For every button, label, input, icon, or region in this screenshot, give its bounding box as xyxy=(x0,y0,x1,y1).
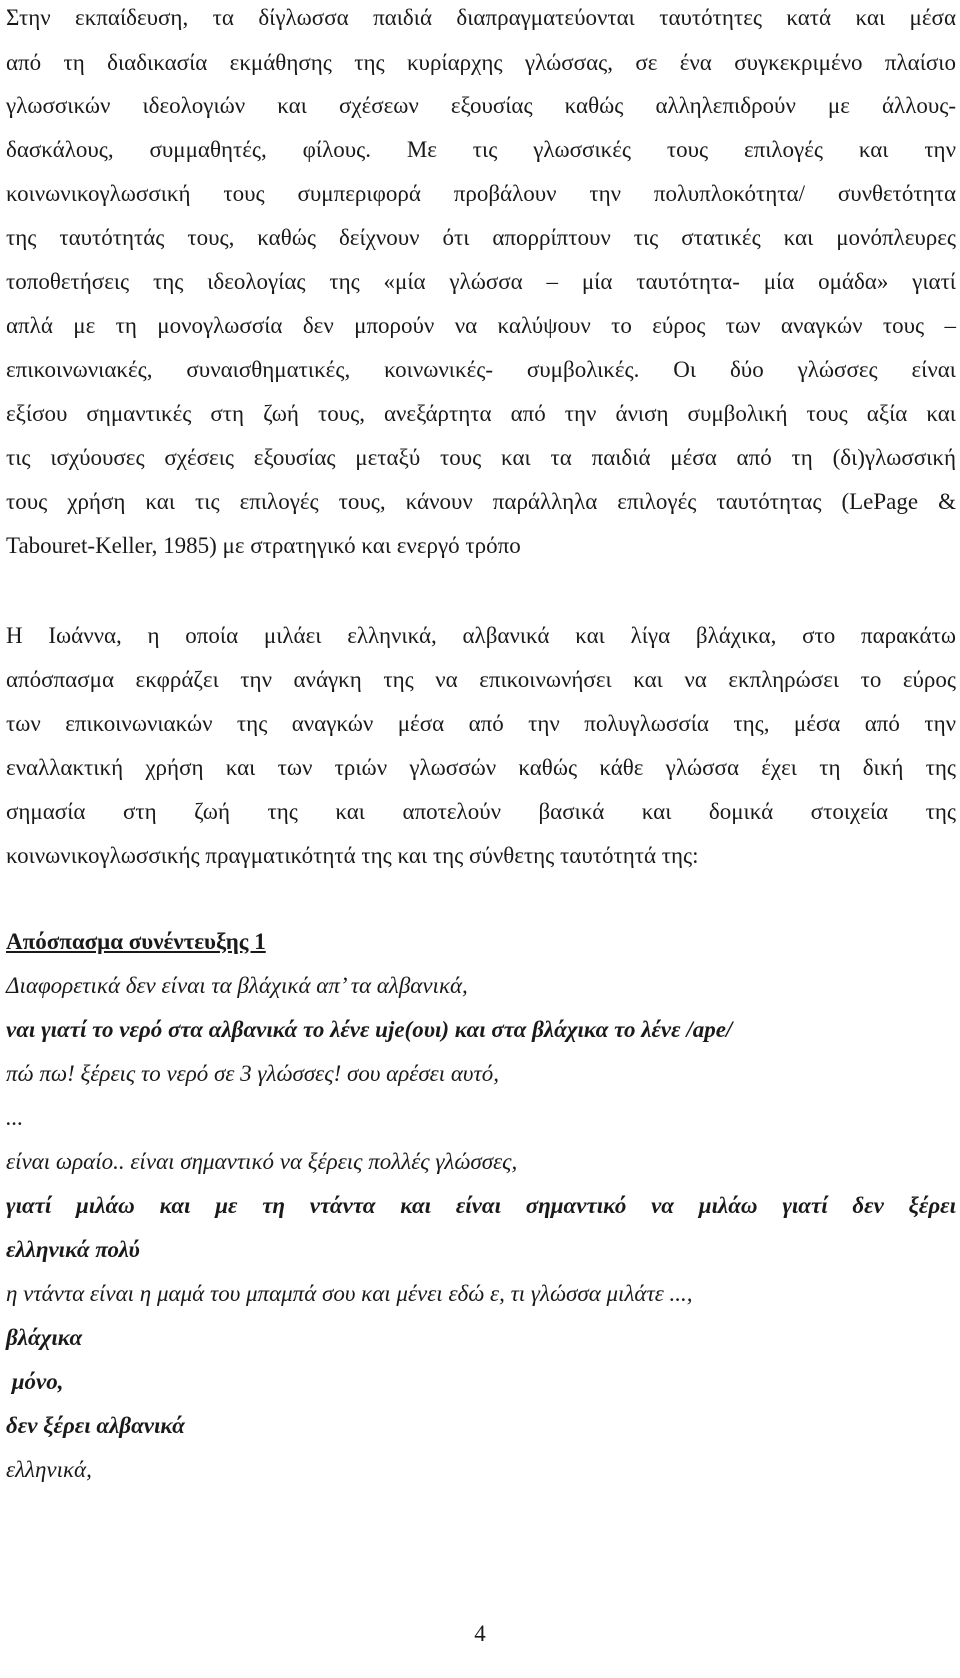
paragraph1-line: γλωσσικών ιδεολογιών και σχέσεων εξουσίας καθώς αλληλεπιδρούν με άλλους- xyxy=(6,93,956,118)
paragraph1-line: της ταυτότητάς τους, καθώς δείχνουν ότι απορρίπτουν τις στατικές και μονόπλευρες xyxy=(6,225,956,250)
excerpt-line: η ντάντα είναι η μαμά του μπαμπά σου και μένει εδώ ε, τι γλώσσα μιλάτε ..., xyxy=(6,1281,693,1306)
paragraph1-line: τοποθετήσεις της ιδεολογίας της «μία γλώσσα – μία ταυτότητα- μία ομάδα» γιατί xyxy=(6,269,956,294)
paragraph1-line: από τη διαδικασία εκμάθησης της κυρίαρχης γλώσσας, σε ένα συγκεκριμένο πλαίσιο xyxy=(6,50,956,75)
paragraph1-line: απλά με τη μονογλωσσία δεν μπορούν να καλύψουν το εύρος των αναγκών τους – xyxy=(6,313,956,338)
excerpt-line: ελληνικά πολύ xyxy=(6,1237,140,1262)
paragraph2-line: κοινωνικογλωσσικής πραγματικότητά της και της σύνθετης ταυτότητά της: xyxy=(6,843,699,868)
excerpt-heading: Απόσπασμα συνέντευξης 1 xyxy=(6,929,266,954)
excerpt-line: δεν ξέρει αλβανικά xyxy=(6,1413,185,1438)
paragraph2-line: σημασία στη ζωή της και αποτελούν βασικά και δομικά στοιχεία της xyxy=(6,799,956,824)
excerpt-line: βλάχικα xyxy=(6,1325,83,1350)
paragraph1-line: δασκάλους, συμμαθητές, φίλους. Με τις γλωσσικές τους επιλογές και την xyxy=(6,137,956,162)
excerpt-line: ναι γιατί το νερό στα αλβανικά το λένε uje(ουι) και στα βλάχικα το λένε /ape/ xyxy=(6,1017,733,1042)
paragraph2-line: απόσπασμα εκφράζει την ανάγκη της να επικοινωνήσει και να εκπληρώσει το εύρος xyxy=(6,667,956,692)
paragraph2-line: εναλλακτική χρήση και των τριών γλωσσών καθώς κάθε γλώσσα έχει τη δική της xyxy=(6,755,956,780)
excerpt-line: πώ πω! ξέρεις το νερό σε 3 γλώσσες! σου αρέσει αυτό, xyxy=(6,1061,499,1086)
page-number: 4 xyxy=(474,1621,486,1646)
paragraph1-line: Tabouret-Keller, 1985) με στρατηγικό και ενεργό τρόπο xyxy=(6,533,521,558)
paragraph1-line: Στην εκπαίδευση, τα δίγλωσσα παιδιά διαπραγματεύονται ταυτότητες κατά και μέσα xyxy=(6,5,956,30)
excerpt-line: ελληνικά, xyxy=(6,1457,92,1482)
excerpt-line: Διαφορετικά δεν είναι τα βλάχικά απ’ τα αλβανικά, xyxy=(6,973,468,998)
paragraph1-line: επικοινωνιακές, συναισθηματικές, κοινωνικές- συμβολικές. Οι δύο γλώσσες είναι xyxy=(6,357,956,382)
paragraph1-line: εξίσου σημαντικές στη ζωή τους, ανεξάρτητα από την άνιση συμβολική τους αξία και xyxy=(6,401,956,426)
paragraph1-line: κοινωνικογλωσσική τους συμπεριφορά προβάλουν την πολυπλοκότητα/ συνθετότητα xyxy=(6,181,956,206)
paragraph2-line: Η Ιωάννα, η οποία μιλάει ελληνικά, αλβανικά και λίγα βλάχικα, στο παρακάτω xyxy=(6,623,956,648)
excerpt-line: μόνο, xyxy=(6,1369,64,1394)
paragraph2-line: των επικοινωνιακών της αναγκών μέσα από την πολυγλωσσία της, μέσα από την xyxy=(6,711,956,736)
excerpt-line: είναι ωραίο.. είναι σημαντικό να ξέρεις πολλές γλώσσες, xyxy=(6,1149,518,1174)
paragraph1-line: τις ισχύουσες σχέσεις εξουσίας μεταξύ τους και τα παιδιά μέσα από τη (δι)γλωσσική xyxy=(6,445,956,470)
excerpt-line: ... xyxy=(6,1105,24,1130)
excerpt-line: γιατί μιλάω και με τη ντάντα και είναι σημαντικό να μιλάω γιατί δεν ξέρει xyxy=(6,1193,956,1218)
paragraph1-line: τους χρήση και τις επιλογές τους, κάνουν παράλληλα επιλογές ταυτότητας (LePage & xyxy=(6,489,956,514)
